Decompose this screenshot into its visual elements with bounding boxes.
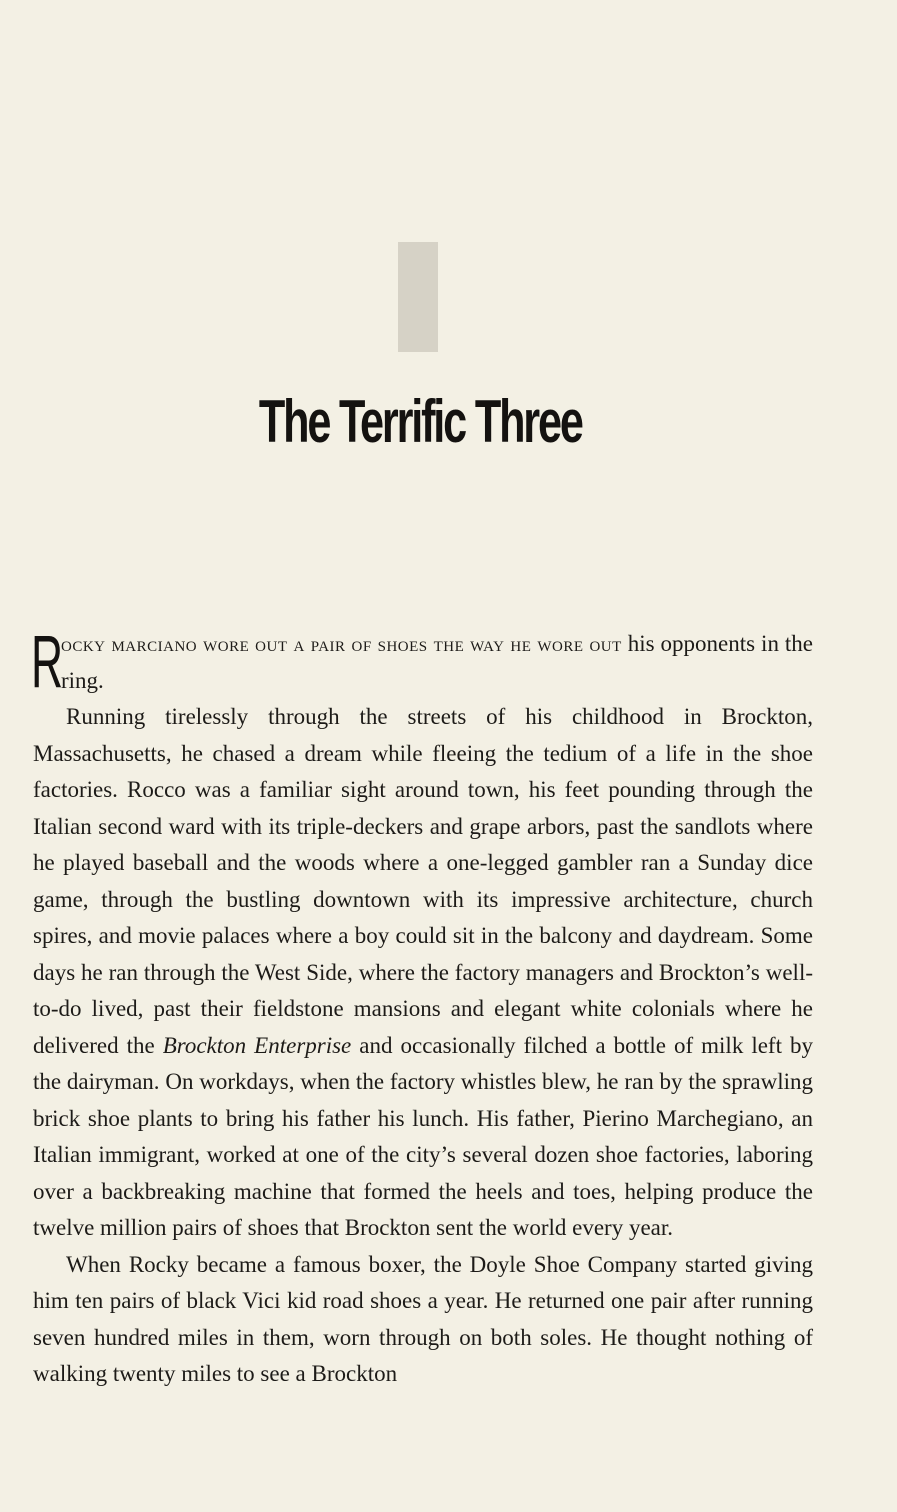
paragraph-2-text-a: Running tirelessly through the streets of his childhood in Brockton, Massachusetts, he chased a dream while fleeing the tedium of a life in the shoe factories. Rocco was a familiar sight around town, his feet pounding through the Italian second ward with its triple-deckers and grape arbors, past the sandlots where he played baseball and the woods where a one-legged gambler ran a Sunday dice game, through the bustling downtown with its impressive architecture, church spires, and movie palaces where a boy could sit in the balcony and daydream. Some days he ran through the West Side, where the factory managers and Brockton’s well-to-do lived, past their fieldstone mansions and elegant white colonials where he delivered the: [33, 704, 813, 1058]
chapter-body: [31, 620, 813, 1393]
paragraph-1-rest: his opponents in the ring.: [61, 631, 813, 693]
drop-cap: R: [31, 620, 64, 703]
chapter-title: The Terrific Three: [258, 388, 582, 455]
paragraph-2-text-b: and occasionally filched a bottle of milk left by the dairyman. On workdays, when the factory whistles blew, he ran by the sprawling brick shoe plants to bring his father his lunch. His father, Pierino Marchegiano, an Italian immigrant, worked at one of the city’s several dozen shoe factories, laboring over a backbreaking machine that formed the heels and toes, helping produce the twelve million pairs of shoes that Brockton sent the world every year.: [33, 1032, 813, 1240]
paragraph-1: [31, 620, 813, 703]
chapter-number: [398, 242, 438, 352]
paragraph-3: [33, 1247, 813, 1393]
newspaper-title: Brockton Enterprise: [162, 1032, 352, 1058]
opening-small-caps: ocky marciano wore out a pair of shoes the way he wore out: [61, 632, 622, 656]
paragraph-3-text: When Rocky became a famous boxer, the Doyle Shoe Company started giving him ten pairs of black Vici kid road shoes a year. He returned one pair after running seven hundred miles in them, worn through on both soles. He thought nothing of walking twenty miles to see a Brockton: [33, 1251, 813, 1386]
paragraph-2: [33, 699, 813, 1247]
